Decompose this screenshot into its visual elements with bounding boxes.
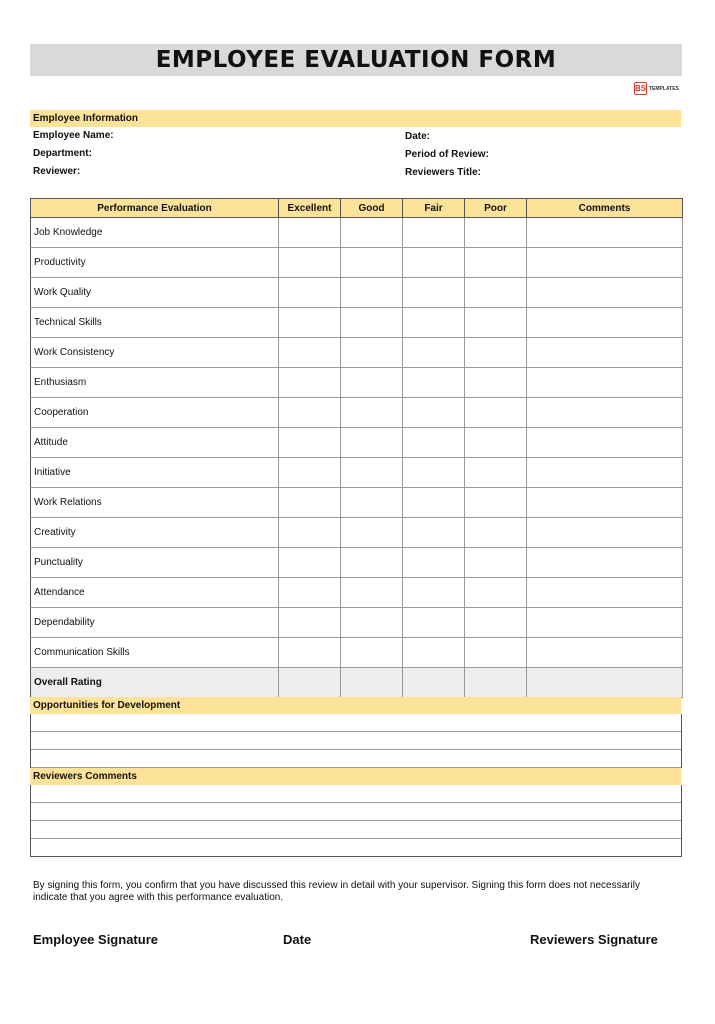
poor-cell[interactable] [465,278,527,308]
writing-line[interactable] [31,803,681,821]
reviewer-comments-header: Reviewers Comments [30,768,681,785]
poor-cell[interactable] [465,248,527,278]
writing-line[interactable] [31,750,681,768]
poor-cell[interactable] [465,638,527,668]
poor-cell[interactable] [465,338,527,368]
criterion-label: Communication Skills [31,638,279,668]
reviewers-title-label: Reviewers Title: [405,167,481,178]
employee-info-header: Employee Information [30,110,681,127]
table-row [31,488,683,518]
criterion-label: Work Relations [31,488,279,518]
development-lines[interactable] [30,714,682,768]
table-row [31,248,683,278]
fair-cell[interactable] [403,248,465,278]
good-cell[interactable] [341,578,403,608]
writing-line[interactable] [31,732,681,750]
table-row [31,398,683,428]
writing-line[interactable] [31,821,681,839]
poor-cell[interactable] [465,368,527,398]
criterion-label: Cooperation [31,398,279,428]
comments-cell[interactable] [527,548,683,578]
good-cell[interactable] [341,548,403,578]
table-row [31,338,683,368]
brand-logo [634,82,679,95]
good-cell[interactable] [341,248,403,278]
comments-cell[interactable] [527,578,683,608]
column-header: Performance Evaluation [31,199,279,218]
table-row [31,638,683,668]
criterion-label: Attendance [31,578,279,608]
fair-cell[interactable] [403,428,465,458]
poor-cell[interactable] [465,398,527,428]
good-cell[interactable] [341,668,403,698]
column-header: Fair [403,199,465,218]
column-header: Good [341,199,403,218]
excellent-cell[interactable] [279,248,341,278]
poor-cell[interactable] [465,308,527,338]
overall-rating-row [31,668,683,698]
excellent-cell[interactable] [279,668,341,698]
writing-line[interactable] [31,839,681,857]
writing-line[interactable] [31,785,681,803]
good-cell[interactable] [341,458,403,488]
excellent-cell[interactable] [279,518,341,548]
excellent-cell[interactable] [279,368,341,398]
comments-cell[interactable] [527,398,683,428]
excellent-cell[interactable] [279,218,341,248]
criterion-label: Enthusiasm [31,368,279,398]
column-header: Excellent [279,199,341,218]
comments-cell[interactable] [527,458,683,488]
table-row [31,578,683,608]
department-label: Department: [33,148,92,159]
criterion-label: Productivity [31,248,279,278]
poor-cell[interactable] [465,548,527,578]
criterion-label: Punctuality [31,548,279,578]
excellent-cell[interactable] [279,398,341,428]
criterion-label: Creativity [31,518,279,548]
criterion-label: Attitude [31,428,279,458]
excellent-cell[interactable] [279,308,341,338]
table-row [31,548,683,578]
excellent-cell[interactable] [279,638,341,668]
excellent-cell[interactable] [279,488,341,518]
comments-cell[interactable] [527,668,683,698]
fair-cell[interactable] [403,608,465,638]
comments-cell[interactable] [527,638,683,668]
table-row [31,518,683,548]
fair-cell[interactable] [403,218,465,248]
comments-cell[interactable] [527,428,683,458]
table-row [31,458,683,488]
form-title-bar [30,44,682,76]
criterion-label: Job Knowledge [31,218,279,248]
fair-cell[interactable] [403,488,465,518]
comments-cell[interactable] [527,608,683,638]
poor-cell[interactable] [465,608,527,638]
good-cell[interactable] [341,278,403,308]
criterion-label: Overall Rating [31,668,279,698]
form-title: EMPLOYEE EVALUATION FORM [155,47,557,73]
fair-cell[interactable] [403,308,465,338]
fair-cell[interactable] [403,368,465,398]
writing-line[interactable] [31,714,681,732]
comments-cell[interactable] [527,218,683,248]
period-label: Period of Review: [405,149,489,160]
signature-disclaimer: By signing this form, you confirm that you have discussed this review in detail with your supervisor. Signing this form does not necessarily indicate that you agree with this performance evaluation. [33,880,640,903]
fair-cell[interactable] [403,338,465,368]
good-cell[interactable] [341,638,403,668]
development-header: Opportunities for Development [30,697,681,714]
comments-cell[interactable] [527,278,683,308]
fair-cell[interactable] [403,548,465,578]
good-cell[interactable] [341,308,403,338]
poor-cell[interactable] [465,488,527,518]
evaluation-table [30,198,683,698]
logo-text: TEMPLATES [649,85,679,92]
good-cell[interactable] [341,518,403,548]
excellent-cell[interactable] [279,578,341,608]
excellent-cell[interactable] [279,458,341,488]
table-row [31,278,683,308]
comments-cell[interactable] [527,488,683,518]
table-row [31,368,683,398]
employee-signature-label: Employee Signature [33,932,158,947]
good-cell[interactable] [341,608,403,638]
good-cell[interactable] [341,218,403,248]
criterion-label: Technical Skills [31,308,279,338]
comments-cell[interactable] [527,308,683,338]
criterion-label: Work Consistency [31,338,279,368]
reviewer-label: Reviewer: [33,166,81,177]
fair-cell[interactable] [403,668,465,698]
poor-cell[interactable] [465,218,527,248]
good-cell[interactable] [341,488,403,518]
fair-cell[interactable] [403,278,465,308]
table-row [31,428,683,458]
table-row [31,308,683,338]
reviewer-comments-lines[interactable] [30,785,682,857]
comments-cell[interactable] [527,248,683,278]
poor-cell[interactable] [465,458,527,488]
fair-cell[interactable] [403,578,465,608]
signature-date-label: Date [283,932,312,947]
poor-cell[interactable] [465,668,527,698]
poor-cell[interactable] [465,428,527,458]
column-header: Poor [465,199,527,218]
good-cell[interactable] [341,398,403,428]
table-row [31,608,683,638]
good-cell[interactable] [341,428,403,458]
table-row [31,218,683,248]
reviewer-signature-label: Reviewers Signature [530,932,658,947]
fair-cell[interactable] [403,458,465,488]
column-header: Comments [527,199,683,218]
criterion-label: Dependability [31,608,279,638]
evaluation-header-row [31,199,683,218]
good-cell[interactable] [341,338,403,368]
logo-mark-icon: BS [635,84,647,93]
good-cell[interactable] [341,368,403,398]
excellent-cell[interactable] [279,278,341,308]
date-label: Date: [405,131,431,142]
excellent-cell[interactable] [279,428,341,458]
fair-cell[interactable] [403,518,465,548]
comments-cell[interactable] [527,368,683,398]
poor-cell[interactable] [465,518,527,548]
fair-cell[interactable] [403,398,465,428]
excellent-cell[interactable] [279,608,341,638]
excellent-cell[interactable] [279,338,341,368]
excellent-cell[interactable] [279,548,341,578]
comments-cell[interactable] [527,518,683,548]
employee-name-label: Employee Name: [33,130,114,141]
criterion-label: Work Quality [31,278,279,308]
poor-cell[interactable] [465,578,527,608]
criterion-label: Initiative [31,458,279,488]
fair-cell[interactable] [403,638,465,668]
comments-cell[interactable] [527,338,683,368]
